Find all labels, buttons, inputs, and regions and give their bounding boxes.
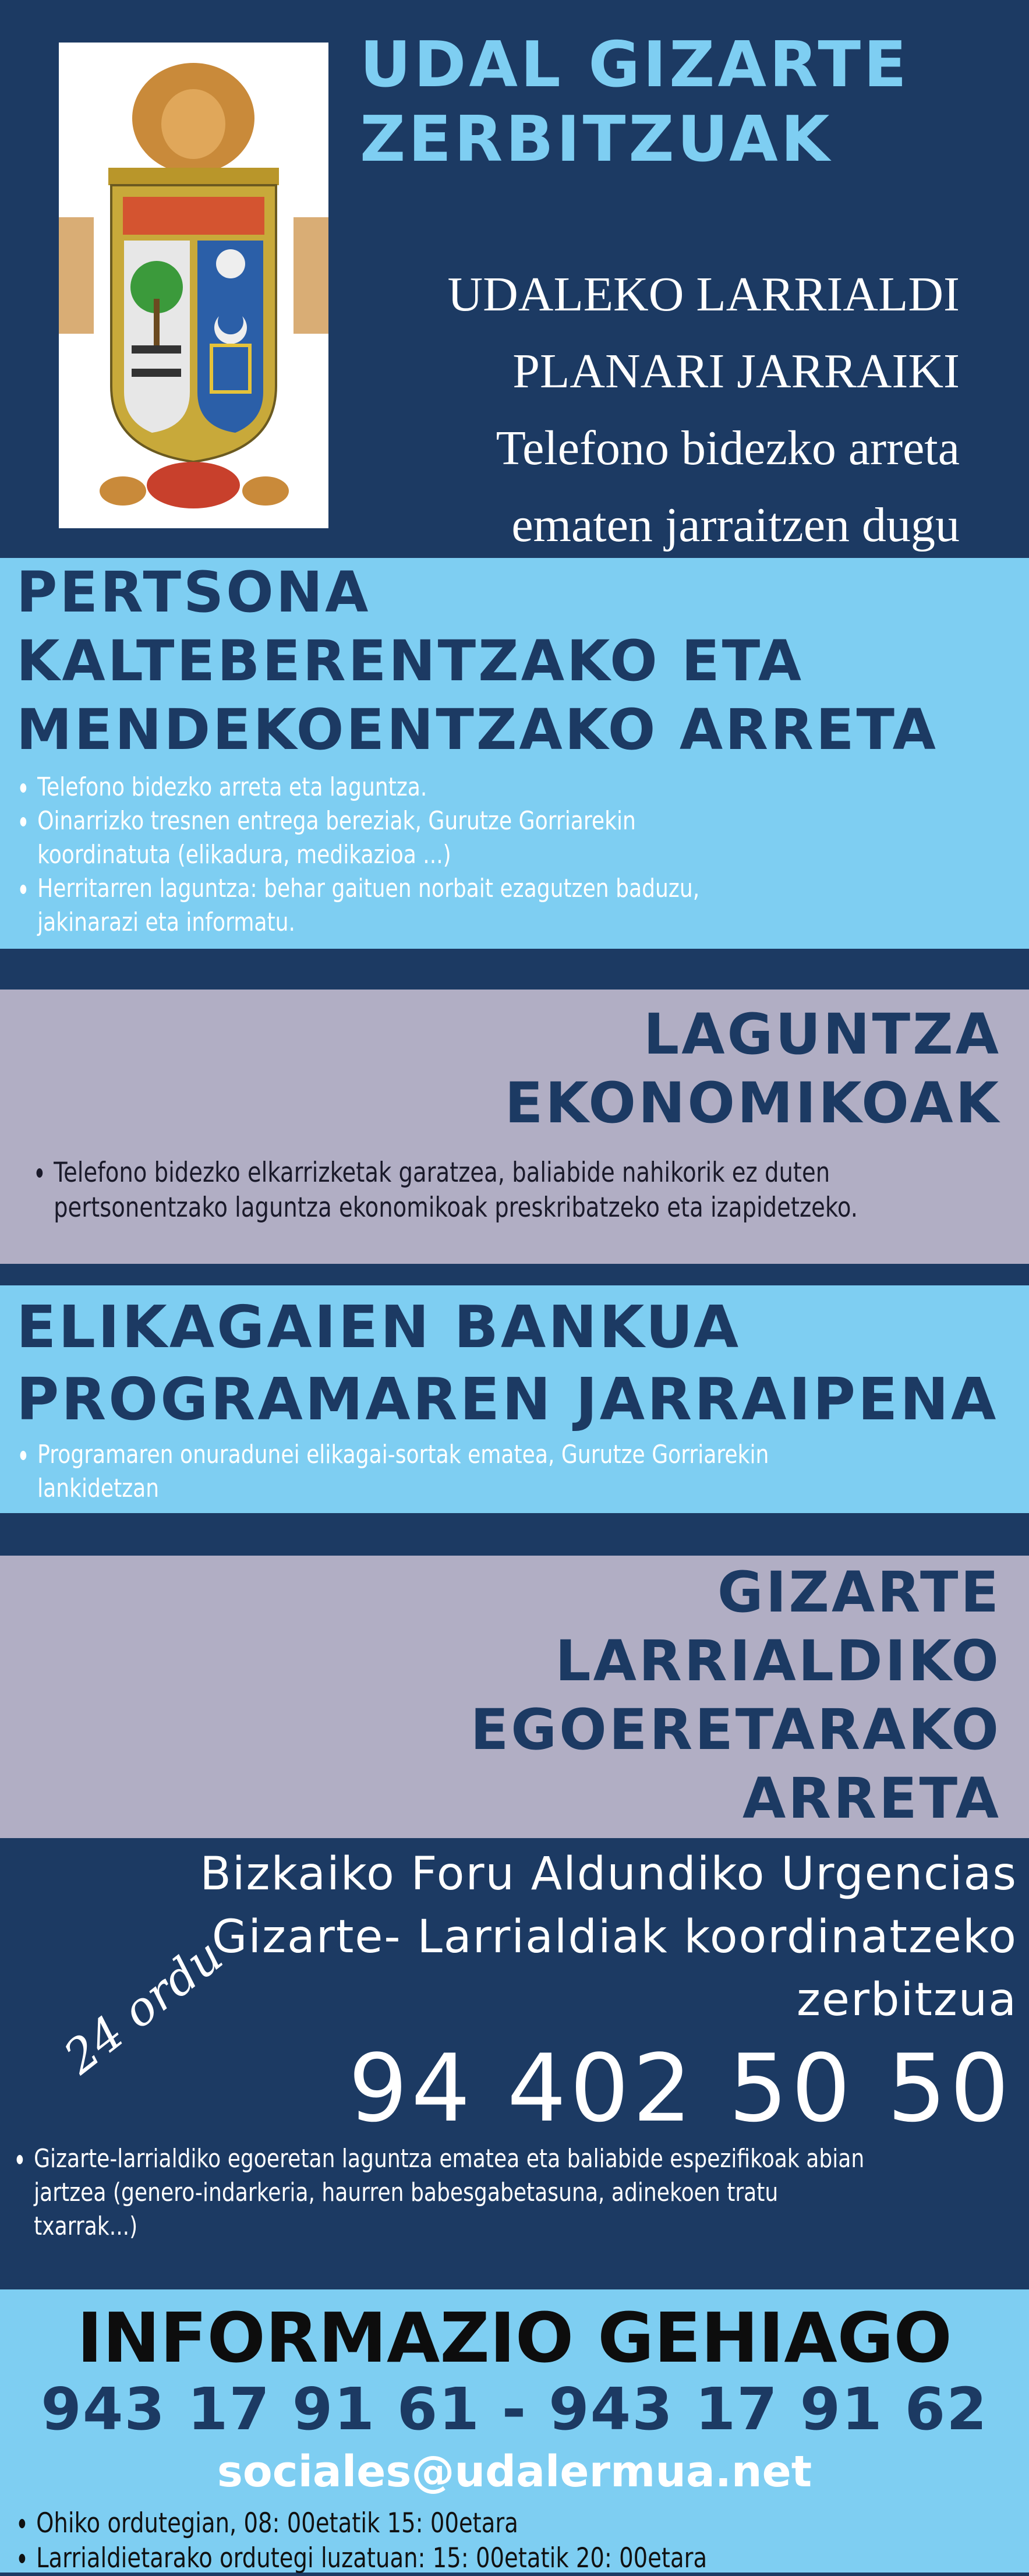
emergency-phone[interactable]: 94 402 50 50 — [348, 2034, 1013, 2143]
section-heading — [16, 558, 938, 764]
info-heading: INFORMAZIO GEHIAGO — [77, 2298, 952, 2378]
section-heading — [16, 1291, 998, 1436]
service-line: Bizkaiko Foru Aldundiko Urgencias — [200, 1848, 1017, 1900]
heading-line: ARRETA — [742, 1766, 1001, 1831]
heading-line: ELIKAGAIEN BANKUA — [16, 1293, 741, 1361]
more-information — [0, 2289, 1029, 2573]
subtitle-line: Telefono bidezko arreta — [496, 421, 960, 475]
heading-line: EGOERETARAKO — [470, 1697, 1001, 1762]
list-item: Programaren onuradunei elikagai-sortak ematea, Gurutze Gorriarekin lankidetzan — [37, 1438, 849, 1506]
service-name — [200, 1843, 1017, 2031]
heading-line: EKONOMIKOAK — [504, 1070, 1001, 1136]
bullet-list — [16, 771, 945, 939]
coat-of-arms-icon — [59, 43, 328, 528]
section-food-bank — [0, 1285, 1029, 1513]
bullet-list — [15, 2506, 896, 2576]
heading-line: KALTEBERENTZAKO ETA — [16, 628, 804, 694]
hours-badge: 24 ordu — [54, 1928, 233, 2084]
section-social-emergency — [0, 1556, 1029, 1838]
section-dependent-care — [0, 558, 1029, 949]
bullet-list — [33, 1156, 985, 1225]
title-line: ZERBITZUAK — [360, 103, 833, 176]
heading-line: GIZARTE — [717, 1560, 1001, 1625]
list-item: Gizarte-larrialdiko egoeretan laguntza ematea eta baliabide espezifikoak abian jartzea (genero-indarkeria, haurren babesgabetasuna, adinekoen tratu txarrak...) — [34, 2142, 869, 2243]
emergency-service — [0, 1838, 1029, 2289]
heading-line: MENDEKOENTZAKO ARRETA — [16, 697, 938, 762]
heading-line: LARRIALDIKO — [555, 1628, 1001, 1694]
service-line: zerbitzua — [797, 1974, 1017, 2026]
list-item: Telefono bidezko arreta eta laguntza. — [37, 771, 945, 804]
list-item: Herritarren laguntza: behar gaituen norbait ezagutzen baduzu, jakinarazi eta informatu. — [37, 872, 801, 939]
section-heading — [505, 1000, 1001, 1137]
section-economic-aid — [0, 990, 1029, 1264]
list-item: Larrialdietarako ordutegi luzatuan: 15: 00etatik 20: 00etara — [36, 2541, 896, 2576]
coat-of-arms-logo — [59, 43, 328, 528]
bullet-list — [16, 1438, 849, 1506]
info-phones[interactable]: 943 17 91 61 - 943 17 91 62 — [41, 2375, 988, 2443]
page-title — [360, 28, 910, 177]
subtitle-line: ematen jarraitzen dugu — [511, 498, 960, 552]
subtitle — [447, 256, 960, 564]
list-item: Oinarrizko tresnen entrega bereziak, Gurutze Gorriarekin koordinatuta (elikadura, medikazioa ...) — [37, 804, 730, 872]
header — [0, 0, 1029, 558]
service-line: Gizarte- Larrialdiak koordinatzeko — [211, 1911, 1017, 1963]
subtitle-line: UDALEKO LARRIALDI — [447, 267, 960, 321]
heading-line: LAGUNTZA — [643, 1002, 1001, 1067]
heading-line: PROGRAMAREN JARRAIPENA — [16, 1365, 999, 1433]
subtitle-line: PLANARI JARRAIKI — [512, 344, 960, 398]
bullet-list — [13, 2142, 869, 2243]
title-line: UDAL GIZARTE — [360, 29, 910, 101]
section-heading — [471, 1558, 1001, 1833]
info-email[interactable]: sociales@udalermua.net — [217, 2447, 812, 2497]
list-item: Telefono bidezko elkarrizketak garatzea, baliabide nahikorik ez duten pertsonentzako laguntza ekonomikoak preskribatzeko eta izapidetzeko. — [54, 1156, 985, 1225]
heading-line: PERTSONA — [16, 560, 371, 625]
list-item: Ohiko ordutegian, 08: 00etatik 15: 00etara — [36, 2506, 896, 2541]
